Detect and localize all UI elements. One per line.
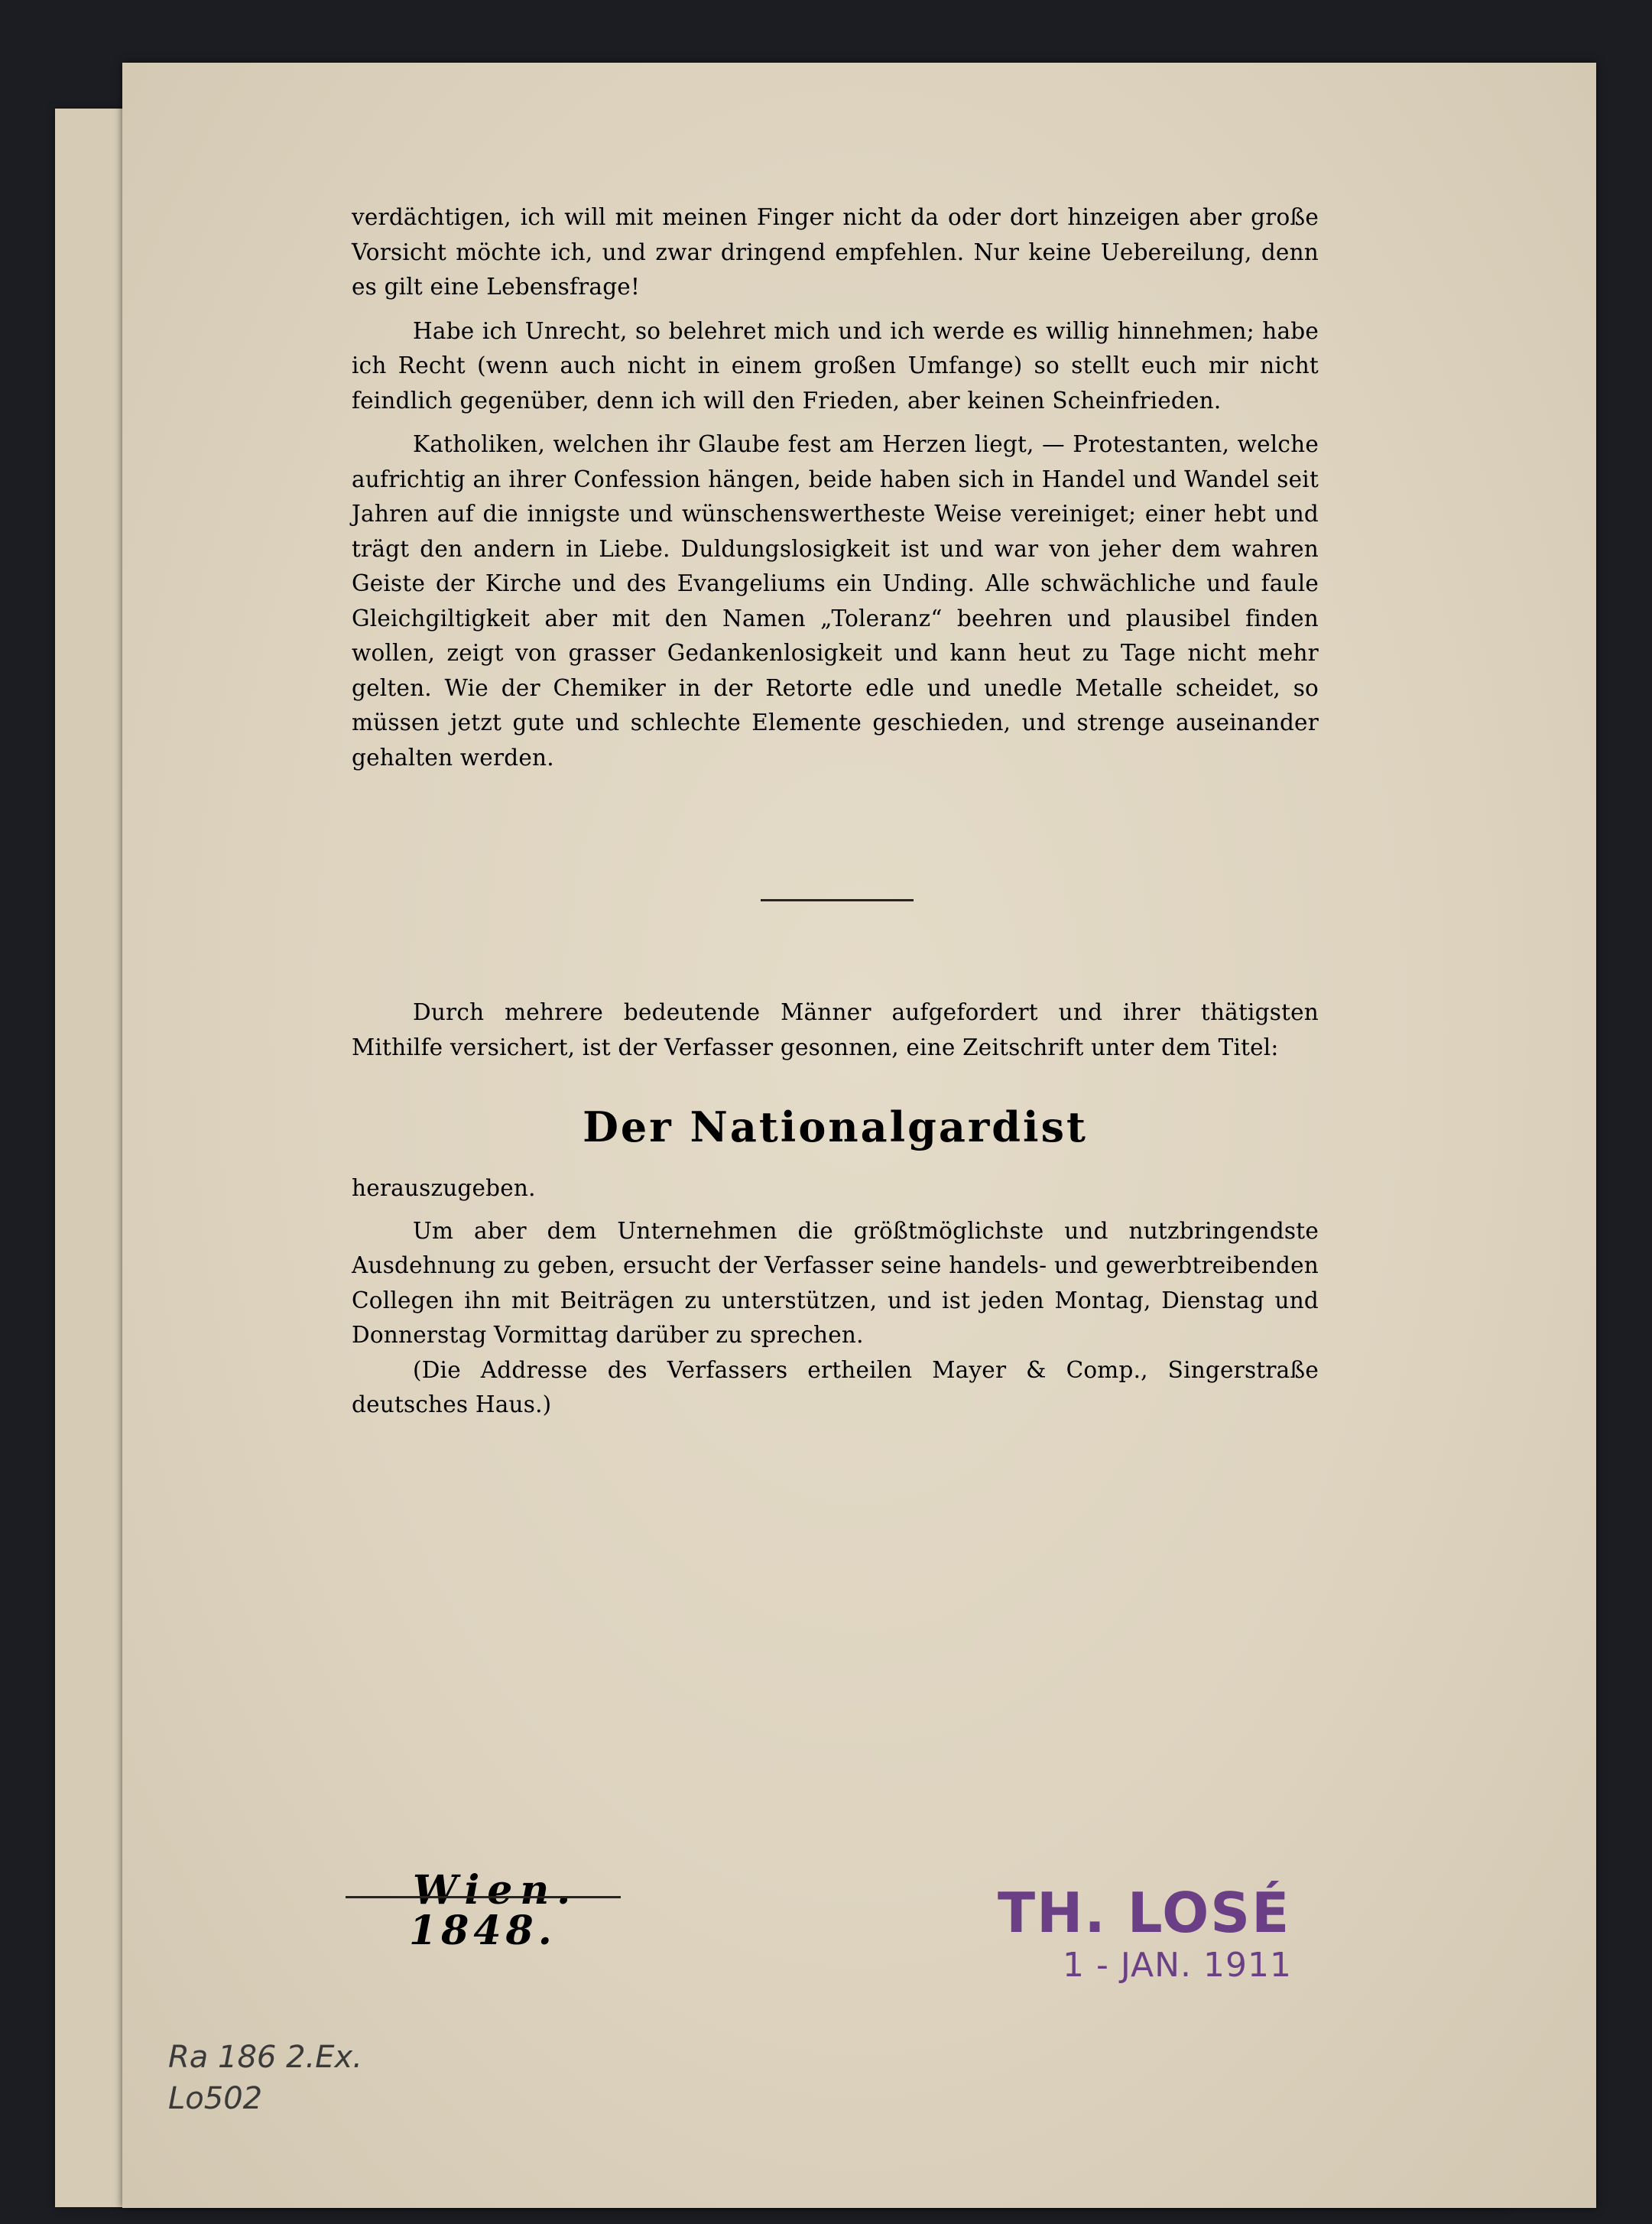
announcement-after-title: herauszugeben.: [352, 1175, 536, 1201]
place-of-print: Wien.: [413, 1867, 579, 1914]
handwritten-shelfmark: Ra 186 2.Ex.: [168, 2040, 362, 2075]
announcement-block: [352, 1171, 1319, 1423]
library-stamp-name: TH. LOSÉ: [998, 1881, 1291, 1945]
announcement-intro: Durch mehrere bedeutende Männer aufgefordert und ihrer thätigsten Mithilfe versichert, ist der Verfasser gesonnen, eine Zeitschrift unter dem Titel:: [352, 999, 1319, 1060]
announcement-intro-block: [352, 995, 1319, 1065]
paragraph-1: verdächtigen, ich will mit meinen Finger nicht da oder dort hinzeigen aber große Vorsicht möchte ich, und zwar dringend empfehlen. Nur keine Uebereilung, denn es gilt eine Lebensfrage!: [352, 204, 1319, 300]
handwritten-number: Lo502: [168, 2081, 263, 2116]
journal-title: Der Nationalgardist: [583, 1102, 1088, 1151]
library-stamp-date: 1 - JAN. 1911: [1063, 1946, 1293, 1985]
section-separator: [761, 899, 914, 901]
year-of-print: 1848.: [409, 1907, 557, 1954]
paragraph-3: Katholiken, welchen ihr Glaube fest am Herzen liegt, — Protestanten, welche aufrichtig an ihrer Confession hängen, beide haben sich in Handel und Wandel seit Jahren auf die innigste und wünschenswertheste Weise vereiniget; einer hebt und trägt den andern in Liebe. Duldungslosigkeit ist und war von jeher dem wahren Geiste der Kirche und des Evangeliums ein Unding. Alle schwächliche und faule Gleichgiltigkeit aber mit den Namen „Toleranz“ beehren und plausibel finden wollen, zeigt von grasser Gedankenlosigkeit und kann heut zu Tage nicht mehr gelten. Wie der Chemiker in der Retorte edle und unedle Metalle scheidet, so müssen jetzt gute und schlechte Elemente geschieden, und strenge auseinander gehalten werden.: [352, 431, 1319, 771]
paragraph-2: Habe ich Unrecht, so belehret mich und ich werde es willig hinnehmen; habe ich Recht (wenn auch nicht in einem großen Umfange) so stellt euch mir nicht feindlich gegenüber, denn ich will den Frieden, aber keinen Scheinfrieden.: [352, 317, 1319, 414]
text-block-top: [352, 200, 1319, 775]
address-note: (Die Addresse des Verfassers ertheilen Mayer & Comp., Singerstraße deutsches Haus.): [352, 1356, 1319, 1417]
announcement-body: Um aber dem Unternehmen die größtmöglichste und nutzbringendste Ausdehnung zu geben, ersucht der Verfasser seine handels- und gewerbtreibenden Collegen ihn mit Beiträgen zu unterstützen, und ist jeden Montag, Dienstag und Donnerstag Vormittag darüber zu sprechen.: [352, 1217, 1319, 1348]
place-underline: [346, 1896, 621, 1898]
